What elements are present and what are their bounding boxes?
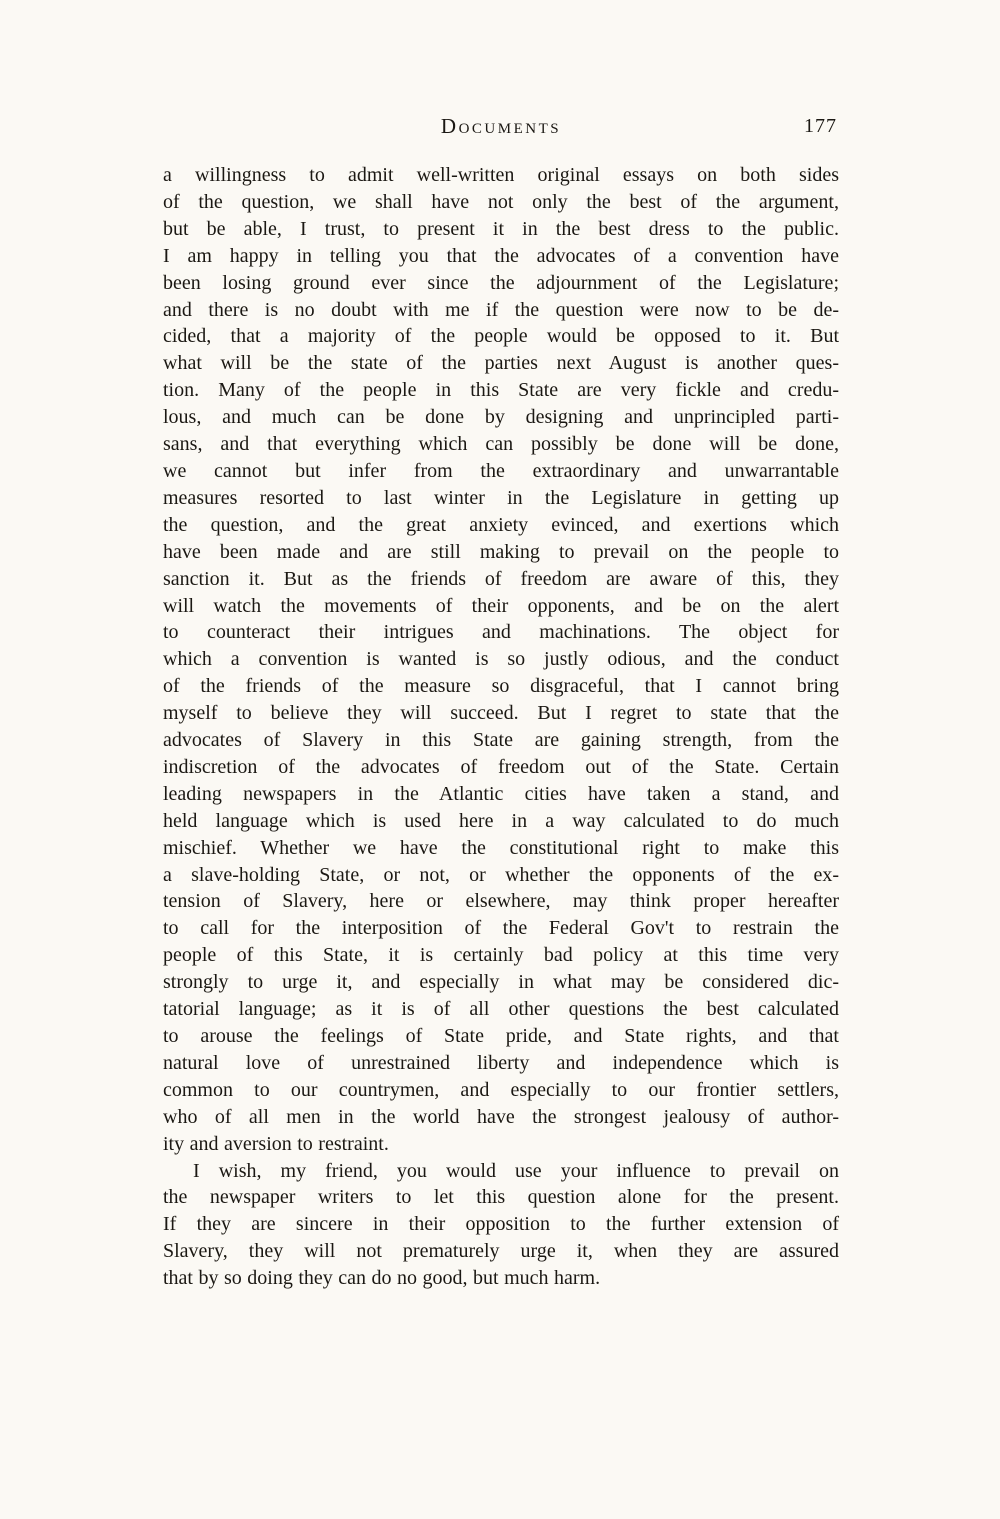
- text-line: we cannot but infer from the extraordinary and unwarrantable: [163, 459, 839, 482]
- running-head: [163, 112, 839, 140]
- text-line: of the question, we shall have not only the best of the argument,: [163, 190, 839, 213]
- text-line: indiscretion of the advocates of freedom out of the State. Certain: [163, 755, 839, 778]
- text-line: been losing ground ever since the adjournment of the Legislature;: [163, 271, 839, 294]
- page-number: 177: [804, 115, 837, 137]
- text-line: I am happy in telling you that the advocates of a convention have: [163, 244, 839, 267]
- text-line: myself to believe they will succeed. But I regret to state that the: [163, 702, 839, 725]
- text-line: sanction it. But as the friends of freedom are aware of this, they: [163, 567, 839, 590]
- text-line: what will be the state of the parties next August is another ques-: [163, 352, 839, 375]
- text-line: tatorial language; as it is of all other questions the best calculated: [163, 998, 839, 1021]
- text-line: that by so doing they can do no good, but much harm.: [163, 1267, 601, 1290]
- text-line: If they are sincere in their opposition to the further extension of: [163, 1213, 839, 1236]
- text-line: strongly to urge it, and especially in what may be considered dic-: [163, 971, 839, 994]
- text-line: the question, and the great anxiety evinced, and exertions which: [163, 513, 839, 536]
- text-line: a willingness to admit well-written original essays on both sides: [163, 164, 839, 186]
- text-line: lous, and much can be done by designing and unprincipled parti-: [163, 406, 839, 429]
- text-line: to call for the interposition of the Federal Gov't to restrain the: [163, 917, 839, 940]
- text-line: held language which is used here in a way calculated to do much: [163, 809, 839, 832]
- text-line: which a convention is wanted is so justly odious, and the conduct: [163, 648, 839, 671]
- text-line: measures resorted to last winter in the Legislature in getting up: [163, 486, 839, 509]
- text-line: the newspaper writers to let this question alone for the present.: [163, 1186, 839, 1209]
- text-line: but be able, I trust, to present it in the best dress to the public.: [163, 217, 839, 240]
- text-line: I wish, my friend, you would use your influence to prevail on: [193, 1159, 839, 1182]
- text-line: who of all men in the world have the strongest jealousy of author-: [163, 1105, 839, 1128]
- text-line: cided, that a majority of the people would be opposed to it. But: [163, 325, 839, 348]
- text-line: of the friends of the measure so disgraceful, that I cannot bring: [163, 675, 839, 698]
- text-line: a slave-holding State, or not, or whether the opponents of the ex-: [163, 863, 839, 886]
- text-line: have been made and are still making to prevail on the people to: [163, 540, 839, 563]
- text-line: ity and aversion to restraint.: [163, 1132, 389, 1155]
- text-block: [163, 162, 839, 1292]
- paragraph: [163, 1158, 839, 1293]
- page-title: Documents: [440, 114, 562, 138]
- text-line: common to our countrymen, and especially to our frontier settlers,: [163, 1078, 839, 1101]
- text-line: will watch the movements of their opponents, and be on the alert: [163, 594, 839, 617]
- text-line: to counteract their intrigues and machinations. The object for: [163, 621, 839, 644]
- text-line: natural love of unrestrained liberty and independence which is: [163, 1051, 839, 1074]
- text-line: and there is no doubt with me if the question were now to be de-: [163, 298, 839, 321]
- text-line: tension of Slavery, here or elsewhere, may think proper hereafter: [163, 890, 839, 913]
- text-line: people of this State, it is certainly bad policy at this time very: [163, 944, 839, 967]
- text-line: sans, and that everything which can possibly be done will be done,: [163, 433, 839, 456]
- text-line: Slavery, they will not prematurely urge it, when they are assured: [163, 1240, 839, 1263]
- text-line: advocates of Slavery in this State are gaining strength, from the: [163, 729, 839, 752]
- text-line: mischief. Whether we have the constitutional right to make this: [163, 836, 839, 859]
- text-line: leading newspapers in the Atlantic cities have taken a stand, and: [163, 782, 839, 805]
- text-line: to arouse the feelings of State pride, and State rights, and that: [163, 1025, 839, 1047]
- paragraph: [163, 162, 839, 1158]
- text-line: tion. Many of the people in this State are very fickle and credu-: [163, 379, 839, 402]
- page-content: [163, 112, 839, 1292]
